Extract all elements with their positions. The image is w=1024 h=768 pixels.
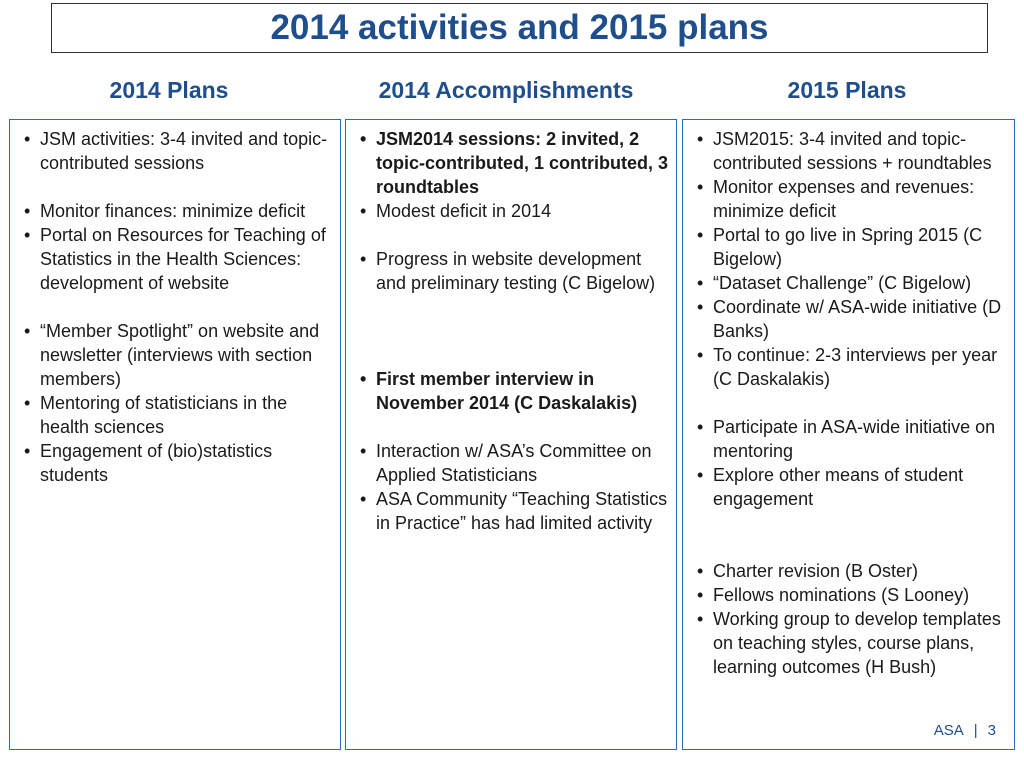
bullet-icon: •: [697, 177, 704, 197]
bullet-icon: •: [24, 321, 31, 341]
list-item-text: Monitor expenses and revenues: minimize deficit: [713, 177, 975, 221]
bullet-icon: •: [24, 441, 31, 461]
list-item: [16, 319, 336, 391]
title-box: [51, 3, 988, 53]
bullet-icon: •: [697, 129, 704, 149]
column-box-2014-plans: [9, 119, 341, 750]
column-heading-2014-plans: 2014 Plans: [109, 77, 229, 103]
footer-separator: |: [973, 722, 978, 739]
list-spacer: [352, 343, 672, 367]
bullet-icon: •: [697, 297, 704, 317]
list-item: [352, 487, 672, 535]
list-item-text: To continue: 2-3 interviews per year (C Daskalakis): [713, 345, 998, 389]
slide-title: 2014 activities and 2015 plans: [270, 8, 769, 47]
bullet-icon: •: [360, 369, 367, 389]
list-item: [16, 127, 336, 175]
list-item: [689, 175, 1010, 223]
bullet-icon: •: [24, 393, 31, 413]
list-spacer: [352, 295, 672, 319]
list-item-text: Coordinate w/ ASA-wide initiative (D Banks): [713, 297, 1002, 341]
list-item: [352, 247, 672, 295]
list-item-text: Monitor finances: minimize deficit: [40, 201, 306, 221]
bullet-icon: •: [360, 129, 367, 149]
bullet-icon: •: [360, 441, 367, 461]
bullet-icon: •: [360, 201, 367, 221]
bullet-icon: •: [24, 129, 31, 149]
list-spacer: [352, 223, 672, 247]
list-item: [689, 415, 1010, 463]
footer-org: ASA: [933, 722, 964, 739]
list-spacer: [689, 535, 1010, 559]
list-spacer: [16, 295, 336, 319]
list-item: [352, 127, 672, 199]
list-item-text: Working group to develop templates on teaching styles, course plans, learning outcomes (H Bush): [713, 609, 1001, 677]
list-item-text: Explore other means of student engagement: [713, 465, 964, 509]
list-item-text: Portal on Resources for Teaching of Statistics in the Health Sciences: development of website: [40, 225, 326, 293]
list-spacer: [352, 415, 672, 439]
bullet-icon: •: [697, 585, 704, 605]
list-item: [16, 391, 336, 439]
list-item: [689, 463, 1010, 511]
bullet-icon: •: [697, 561, 704, 581]
list-item-text: “Member Spotlight” on website and newsletter (interviews with section members): [40, 321, 320, 389]
bullet-icon: •: [24, 201, 31, 221]
list-item: [352, 199, 672, 223]
bullet-icon: •: [697, 609, 704, 629]
list-item-text: Charter revision (B Oster): [713, 561, 919, 581]
list-item: [16, 223, 336, 295]
list-item-text: Engagement of (bio)statistics students: [40, 441, 273, 485]
list-item-text: Portal to go live in Spring 2015 (C Bigelow): [713, 225, 983, 269]
list-item-text: Participate in ASA-wide initiative on mentoring: [713, 417, 996, 461]
list-item-text: Modest deficit in 2014: [376, 201, 552, 221]
column-box-2014-accomplishments: [345, 119, 677, 750]
list-item: [352, 439, 672, 487]
list-item: [352, 367, 672, 415]
list-item-text: JSM2014 sessions: 2 invited, 2 topic-contributed, 1 contributed, 3 roundtables: [376, 129, 668, 197]
list-item: [16, 439, 336, 487]
bullet-icon: •: [360, 489, 367, 509]
list-item-text: Interaction w/ ASA’s Committee on Applied Statisticians: [376, 441, 652, 485]
bullet-list: [16, 127, 336, 487]
bullet-icon: •: [24, 225, 31, 245]
list-spacer: [352, 319, 672, 343]
list-item: [689, 127, 1010, 175]
list-item: [689, 583, 1010, 607]
page-number: 3: [987, 722, 996, 739]
bullet-list: [689, 127, 1010, 679]
bullet-icon: •: [697, 465, 704, 485]
list-spacer: [689, 511, 1010, 535]
list-spacer: [689, 391, 1010, 415]
list-item-text: JSM2015: 3-4 invited and topic-contributed sessions + roundtables: [713, 129, 992, 173]
list-item-text: Mentoring of statisticians in the health sciences: [40, 393, 288, 437]
list-item: [689, 607, 1010, 679]
list-spacer: [16, 175, 336, 199]
list-item-text: Progress in website development and preliminary testing (C Bigelow): [376, 249, 656, 293]
list-item: [16, 199, 336, 223]
list-item: [689, 559, 1010, 583]
column-heading-2015-plans: 2015 Plans: [787, 77, 907, 103]
list-item-text: First member interview in November 2014 (C Daskalakis): [376, 369, 638, 413]
list-item-text: JSM activities: 3-4 invited and topic-contributed sessions: [40, 129, 328, 173]
column-heading-2014-accomplishments: 2014 Accomplishments: [378, 77, 634, 103]
list-item: [689, 223, 1010, 271]
list-item: [689, 343, 1010, 391]
footer: [934, 722, 996, 739]
list-item-text: Fellows nominations (S Looney): [713, 585, 970, 605]
bullet-icon: •: [697, 345, 704, 365]
list-item-text: “Dataset Challenge” (C Bigelow): [713, 273, 972, 293]
bullet-icon: •: [360, 249, 367, 269]
bullet-list: [352, 127, 672, 535]
list-item: [689, 271, 1010, 295]
bullet-icon: •: [697, 225, 704, 245]
column-box-2015-plans: [682, 119, 1015, 750]
list-item: [689, 295, 1010, 343]
bullet-icon: •: [697, 273, 704, 293]
bullet-icon: •: [697, 417, 704, 437]
list-item-text: ASA Community “Teaching Statistics in Practice” has had limited activity: [376, 489, 668, 533]
